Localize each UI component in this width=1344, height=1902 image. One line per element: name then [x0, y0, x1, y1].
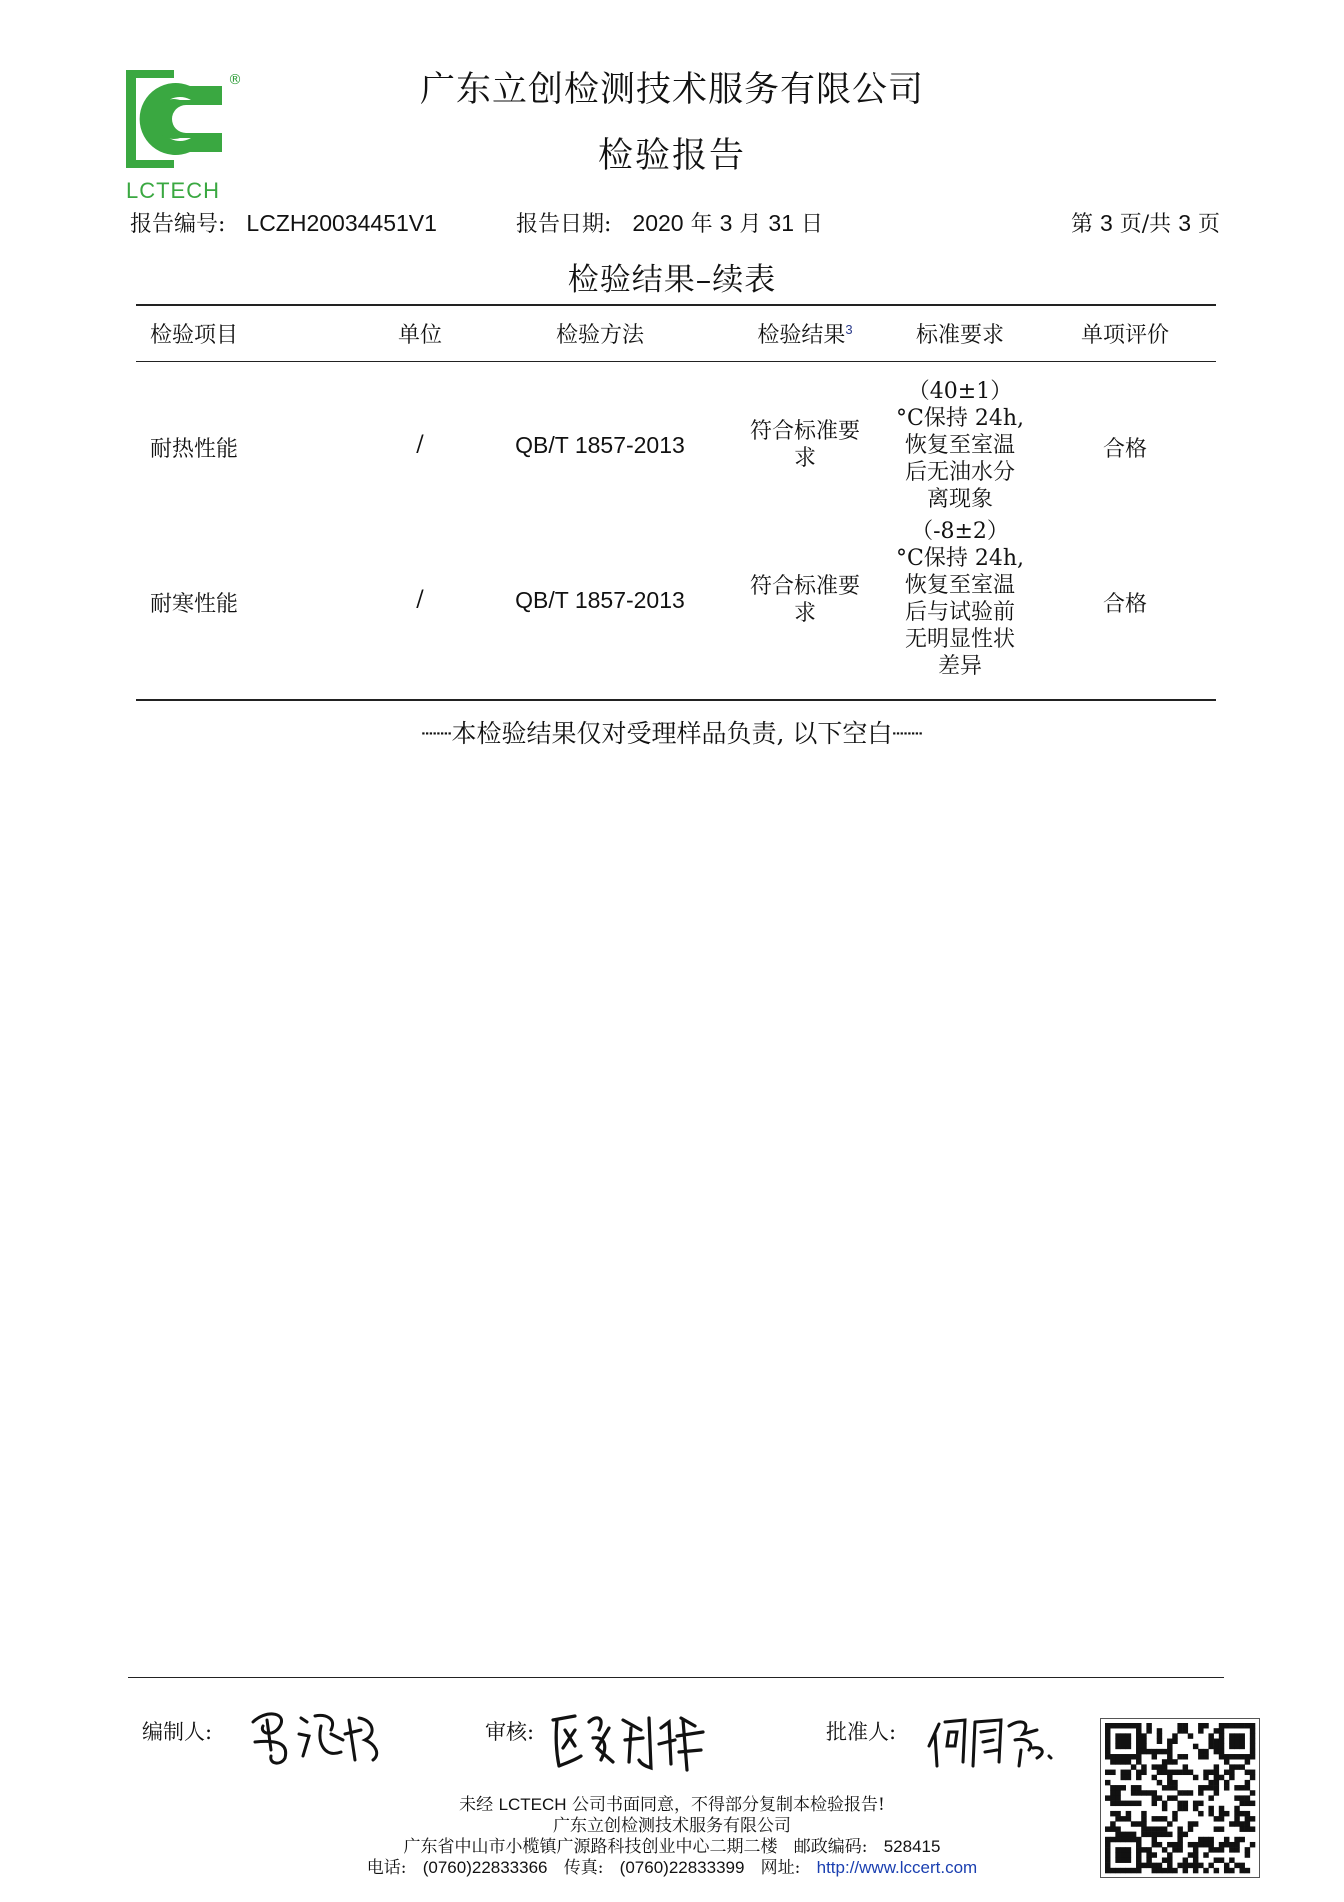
cell-evaluation: 合格 [1102, 437, 1147, 462]
report-number-label: 报告编号: [130, 212, 226, 237]
footer-rule [128, 1677, 1224, 1678]
header-method: 检验方法 [555, 323, 644, 348]
approver-signature [925, 1700, 1060, 1775]
page-indicator: 第 3 页/共 3 页 [1070, 210, 1220, 237]
table-top-rule [136, 304, 1216, 306]
reviewer-label: 审核: [485, 1720, 535, 1744]
report-number-value: LCZH20034451V1 [246, 210, 437, 236]
header-unit: 单位 [397, 323, 442, 348]
logo-text: LCTECH [126, 178, 221, 203]
table-header-rule [136, 361, 1216, 362]
header-result: 检验结果$^3$ [757, 322, 853, 348]
header-evaluation: 单项评价 [1080, 323, 1169, 348]
footer-address: 广东省中山市小榄镇广源路科技创业中心二期二楼 邮政编码: 528415 [403, 1837, 941, 1857]
cell-result: 符合标准要 求 [749, 419, 860, 471]
cell-item: 耐热性能 [150, 437, 239, 462]
report-date: 报告日期: 2020 年 3 月 31 日 [516, 210, 824, 237]
report-title: 检验报告 [597, 136, 746, 176]
footer-contact: 电话: (0760)22833366 传真: (0760)22833399 网址: http://www.lccert.com [366, 1858, 978, 1878]
cell-standard: （-8±2） °C保持 24h, 恢复至室温 后与试验前 无明显性状 差异 [896, 519, 1024, 679]
report-number [130, 207, 437, 238]
compiler-label: 编制人: [142, 1720, 213, 1744]
cell-evaluation: 合格 [1102, 592, 1147, 617]
cell-unit: / [416, 432, 424, 457]
end-note: ┈┈本检验结果仅对受理样品负责, 以下空白┈┈ [421, 719, 923, 748]
cell-method: QB/T 1857-2013 [515, 587, 685, 613]
cell-unit: / [416, 587, 424, 612]
footer-copyright-notice: 未经 LCTECH 公司书面同意，不得部分复制本检验报告! [459, 1795, 885, 1815]
company-name: 广东立创检测技术服务有限公司 [419, 70, 924, 110]
website-link[interactable]: http://www.lccert.com [816, 1858, 978, 1877]
registered-mark: ® [228, 72, 242, 88]
report-date-label: 报告日期: [516, 212, 612, 237]
cell-result: 符合标准要 求 [749, 574, 860, 626]
cell-standard: （40±1） °C保持 24h, 恢复至室温 后无油水分 离现象 [896, 379, 1024, 512]
table-bottom-rule [136, 699, 1216, 701]
compiler-signature [245, 1700, 385, 1770]
footer-company: 广东立创检测技术服务有限公司 [553, 1816, 791, 1836]
approver-label: 批准人: [826, 1720, 897, 1744]
section-title: 检验结果–续表 [567, 262, 777, 298]
cell-method: QB/T 1857-2013 [515, 432, 685, 458]
cell-item: 耐寒性能 [150, 592, 239, 617]
header-item: 检验项目 [150, 323, 239, 348]
reviewer-signature [545, 1700, 710, 1780]
header-standard: 标准要求 [915, 323, 1004, 348]
